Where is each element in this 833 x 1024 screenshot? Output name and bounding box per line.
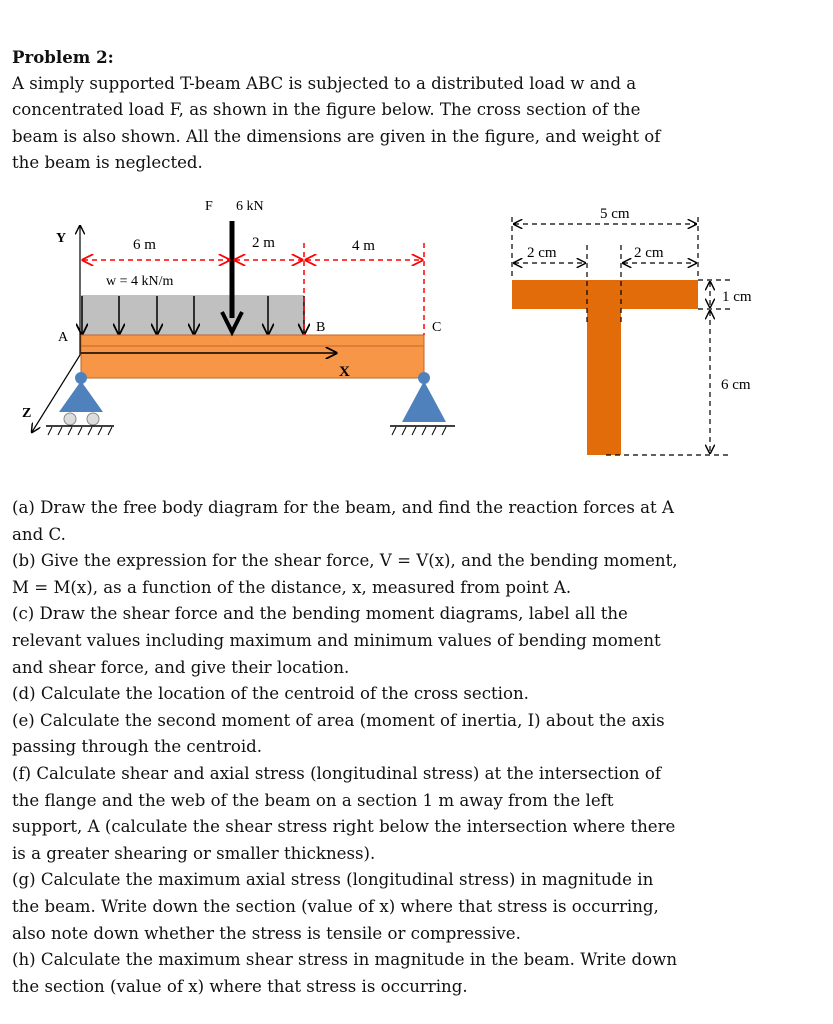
force-label-value: 6 kN: [236, 199, 264, 214]
y-axis-label: Y: [56, 231, 67, 246]
question-line: (c) Draw the shear force and the bending moment diagrams, label all the: [12, 604, 628, 624]
question-list: [12, 495, 678, 1000]
point-a-label: A: [58, 330, 69, 345]
question-line: and C.: [12, 524, 66, 544]
x-axis-label: X: [339, 364, 350, 380]
flange: [512, 280, 698, 309]
question-line: (g) Calculate the maximum axial stress (longitudinal stress) in magnitude in: [12, 870, 654, 890]
question-line: M = M(x), as a function of the distance, x, measured from point A.: [12, 577, 572, 597]
question-line: (e) Calculate the second moment of area (moment of inertia, I) about the axis: [12, 710, 665, 730]
web: [587, 309, 621, 455]
question-line: passing through the centroid.: [12, 737, 263, 757]
intro-line: beam is also shown. All the dimensions are given in the figure, and weight of: [12, 126, 661, 146]
dimension-2cm-left: 2 cm: [527, 245, 557, 261]
dimension-2m: 2 m: [252, 235, 275, 251]
question-line: also note down whether the stress is tensile or compressive.: [12, 923, 521, 943]
question-line: is a greater shearing or smaller thickness).: [12, 843, 376, 863]
dimension-5cm: 5 cm: [600, 206, 630, 222]
cross-section-diagram: [512, 206, 752, 455]
distributed-load-area: [81, 295, 304, 335]
point-b-label: B: [316, 320, 326, 335]
intro-line: concentrated load F, as shown in the figure below. The cross section of the: [12, 100, 641, 120]
question-line: (d) Calculate the location of the centroid of the cross section.: [12, 684, 529, 704]
beam: [81, 335, 424, 378]
point-c-label: C: [432, 320, 442, 335]
question-line: (h) Calculate the maximum shear stress in magnitude in the beam. Write down: [12, 950, 678, 970]
load-label: w = 4 kN/m: [106, 274, 174, 289]
dimension-2cm-right: 2 cm: [634, 245, 664, 261]
problem-title: Problem 2:: [12, 47, 114, 67]
pin-support-c: [390, 372, 455, 435]
question-line: the section (value of x) where that stress is occurring.: [12, 976, 468, 996]
roller-support-a: [46, 372, 114, 435]
force-label-f: F: [205, 199, 213, 214]
beam-diagram: [22, 199, 455, 435]
question-line: (a) Draw the free body diagram for the beam, and find the reaction forces at A: [12, 498, 674, 517]
question-line: relevant values including maximum and minimum values of bending moment: [12, 630, 661, 650]
dimension-4m: 4 m: [352, 238, 375, 254]
intro-line: A simply supported T-beam ABC is subjected to a distributed load w and a: [12, 73, 637, 93]
question-line: the flange and the web of the beam on a section 1 m away from the left: [12, 790, 614, 810]
question-line: (f) Calculate shear and axial stress (longitudinal stress) at the intersection of: [12, 763, 662, 783]
z-axis-label: Z: [22, 406, 32, 421]
question-line: (b) Give the expression for the shear force, V = V(x), and the bending moment,: [12, 551, 678, 571]
intro-line: the beam is neglected.: [12, 153, 203, 173]
dimension-6m: 6 m: [133, 237, 156, 253]
figure: [0, 0, 833, 480]
dimension-1cm: 1 cm: [722, 289, 752, 305]
question-line: the beam. Write down the section (value of x) where that stress is occurring,: [12, 896, 659, 916]
question-line: and shear force, and give their location.: [12, 657, 350, 677]
question-line: support, A (calculate the shear stress right below the intersection where there: [12, 817, 676, 837]
dimension-6cm: 6 cm: [721, 377, 751, 393]
